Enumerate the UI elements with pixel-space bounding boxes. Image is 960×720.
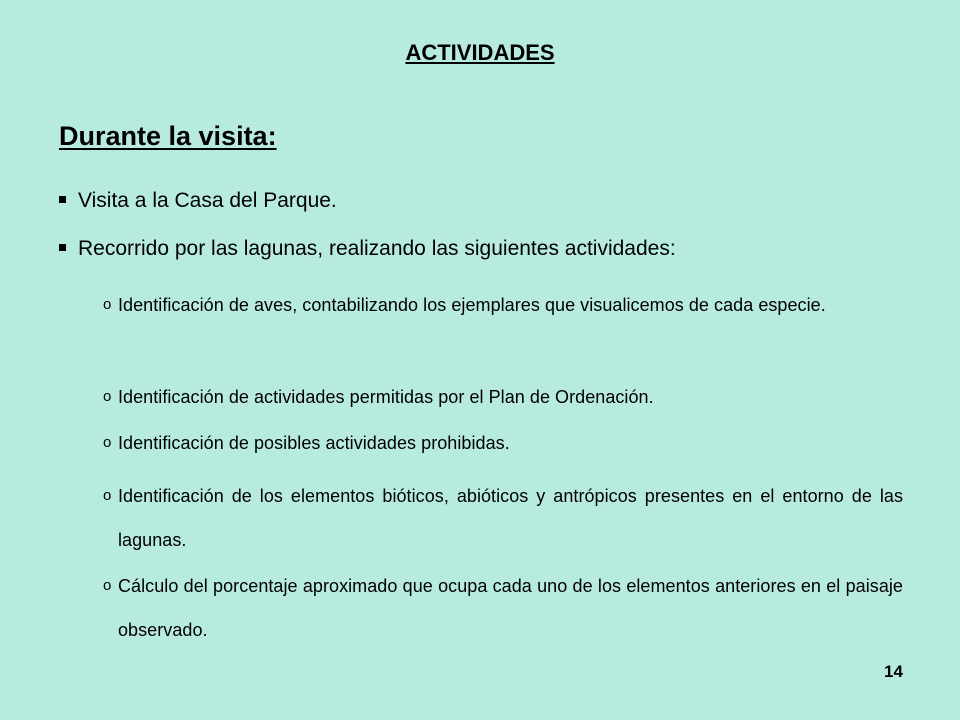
sub-item	[103, 474, 903, 562]
sub-item-text: Identificación de aves, contabilizando los ejemplares que visualicemos de cada especie.	[118, 295, 826, 315]
circle-bullet-icon: o	[103, 577, 112, 594]
section-heading: Durante la visita:	[59, 121, 277, 151]
sub-item-text: Identificación de los elementos bióticos, abióticos y antrópicos presentes en el entorno de las lagunas.	[118, 486, 903, 550]
sub-item	[103, 283, 903, 327]
circle-bullet-icon: o	[103, 434, 112, 451]
square-bullet-icon	[59, 244, 66, 251]
sub-item	[103, 421, 903, 465]
bullet-item	[59, 237, 676, 261]
sub-item	[103, 564, 903, 652]
sub-item-text: Identificación de actividades permitidas por el Plan de Ordenación.	[118, 387, 654, 407]
bullet-text: Visita a la Casa del Parque.	[78, 189, 337, 212]
bullet-text: Recorrido por las lagunas, realizando las siguientes actividades:	[78, 237, 676, 260]
sub-item	[103, 375, 903, 419]
circle-bullet-icon: o	[103, 296, 112, 313]
page-number: 14	[884, 662, 903, 681]
sub-item-text: Cálculo del porcentaje aproximado que ocupa cada uno de los elementos anteriores en el paisaje observado.	[118, 576, 903, 640]
bullet-item	[59, 189, 337, 213]
circle-bullet-icon: o	[103, 487, 112, 504]
square-bullet-icon	[59, 196, 66, 203]
sub-item-text: Identificación de posibles actividades prohibidas.	[118, 433, 510, 453]
circle-bullet-icon: o	[103, 388, 112, 405]
slide-title: ACTIVIDADES	[405, 40, 555, 65]
